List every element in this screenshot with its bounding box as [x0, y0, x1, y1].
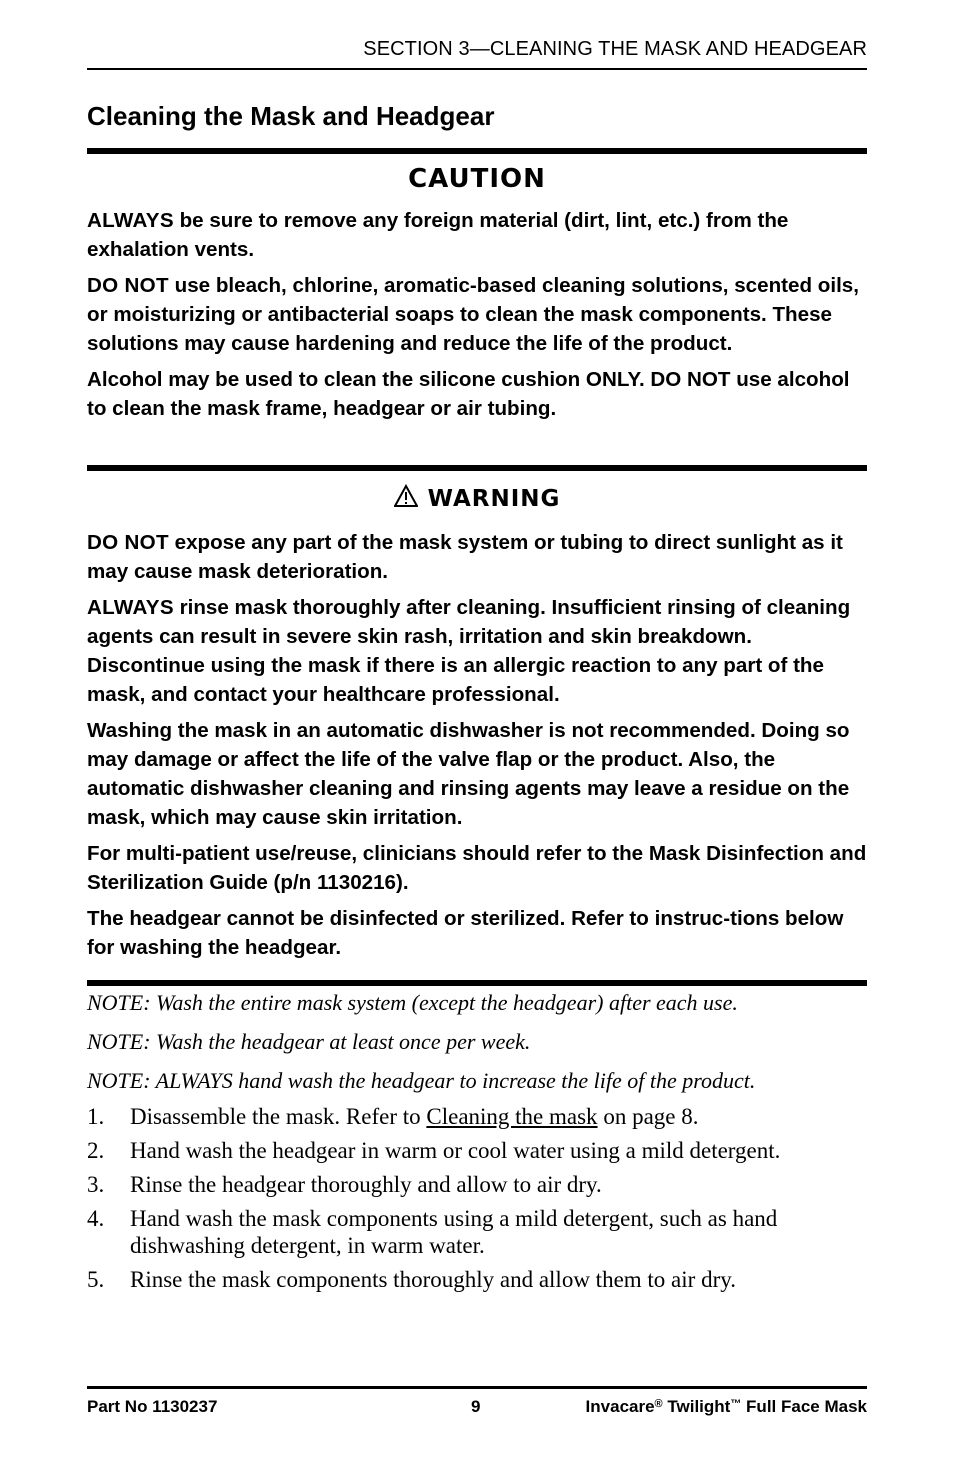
notes — [87, 988, 867, 1105]
warning-bottom-rule — [87, 980, 867, 986]
caution-paragraph — [87, 365, 867, 423]
list-item — [87, 1103, 867, 1130]
header-rule — [87, 68, 867, 70]
warning-top-rule — [87, 465, 867, 471]
trademark-mark: ™ — [730, 1398, 742, 1410]
page-number: 9 — [471, 1397, 481, 1416]
caution-paragraph — [87, 206, 867, 264]
step-number: 5. — [87, 1267, 105, 1292]
cleaning-steps-list — [87, 1103, 867, 1300]
part-number: Part No 1130237 — [87, 1397, 218, 1416]
warning-text: For multi-patient use/reuse, clinicians should refer to the Mask Disinfection and Sterilization Guide (p/n 1130216). — [87, 842, 867, 894]
footer-rule — [87, 1386, 867, 1389]
warning-heading: WARNING — [427, 486, 561, 512]
step-text: Hand wash the headgear in warm or cool water using a mild detergent. — [130, 1138, 781, 1163]
warning-text: The headgear cannot be disinfected or sterilized. Refer to instruc-tions below for washing the headgear. — [87, 907, 844, 959]
product-suffix: Full Face Mask — [741, 1397, 867, 1416]
warning-paragraph — [87, 593, 867, 709]
warning-keyword: DO NOT — [87, 531, 169, 554]
registered-mark: ® — [654, 1398, 663, 1410]
caution-keyword: DO NOT — [87, 274, 169, 297]
product-name — [586, 1397, 867, 1417]
caution-paragraph — [87, 271, 867, 358]
cleaning-the-mask-link[interactable]: Cleaning the mask — [426, 1104, 598, 1129]
note: NOTE: ALWAYS hand wash the headgear to increase the life of the product. — [87, 1068, 756, 1093]
warning-heading-row — [87, 484, 867, 514]
step-text: Rinse the mask components thoroughly and allow them to air dry. — [130, 1267, 736, 1292]
warning-paragraph — [87, 716, 867, 832]
warning-paragraph — [87, 839, 867, 897]
step-number: 1. — [87, 1104, 105, 1129]
caution-heading: CAUTION — [408, 164, 546, 194]
list-item — [87, 1137, 867, 1164]
note: NOTE: Wash the entire mask system (except the headgear) after each use. — [87, 990, 738, 1015]
product-label: Twilight — [662, 1397, 731, 1416]
warning-triangle-icon — [394, 484, 418, 514]
warning-text: rinse mask thoroughly after cleaning. Insufficient rinsing of cleaning agents can result in severe skin rash, irritation and skin breakdown. Discontinue using the mask if there is an allergic reaction to any part of the mask, and contact your healthcare professional. — [87, 596, 851, 706]
caution-keyword: ALWAYS — [87, 209, 174, 232]
list-item — [87, 1205, 867, 1259]
step-text: Hand wash the mask components using a mild detergent, such as hand dishwashing detergent, in warm water. — [130, 1206, 778, 1258]
warning-paragraph — [87, 528, 867, 586]
list-item — [87, 1171, 867, 1198]
step-text: Disassemble the mask. Refer to — [130, 1104, 427, 1129]
warning-text: expose any part of the mask system or tubing to direct sunlight as it may cause mask deterioration. — [87, 531, 843, 583]
caution-body — [87, 206, 867, 430]
warning-text: Washing the mask in an automatic dishwasher is not recommended. Doing so may damage or affect the life of the valve flap or the product. Also, the automatic dishwasher cleaning and rinsing agents may leave a residue on the mask, which may cause skin irritation. — [87, 719, 850, 829]
caution-text: be sure to remove any foreign material (dirt, lint, etc.) from the exhalation vents. — [87, 209, 789, 261]
brand-name: Invacare — [585, 1397, 655, 1416]
step-number: 3. — [87, 1172, 105, 1197]
step-number: 4. — [87, 1206, 105, 1231]
step-text: Rinse the headgear thoroughly and allow to air dry. — [130, 1172, 602, 1197]
page-title: Cleaning the Mask and Headgear — [87, 101, 495, 131]
caution-text: Alcohol may be used to clean the silicone cushion ONLY. DO NOT use alcohol to clean the mask frame, headgear or air tubing. — [87, 368, 850, 420]
caution-top-rule — [87, 148, 867, 154]
warning-keyword: ALWAYS — [87, 596, 174, 619]
list-item — [87, 1266, 867, 1293]
page-footer — [87, 1397, 867, 1421]
warning-body — [87, 528, 867, 969]
caution-text: use bleach, chlorine, aromatic-based cleaning solutions, scented oils, or moisturizing or antibacterial soaps to clean the mask components. These solutions may cause hardening and reduce the life of the product. — [87, 274, 859, 355]
note: NOTE: Wash the headgear at least once per week. — [87, 1029, 531, 1054]
step-text-after: on page 8. — [597, 1104, 699, 1129]
running-header: SECTION 3—CLEANING THE MASK AND HEADGEAR — [363, 38, 867, 60]
step-number: 2. — [87, 1138, 105, 1163]
warning-paragraph — [87, 904, 867, 962]
